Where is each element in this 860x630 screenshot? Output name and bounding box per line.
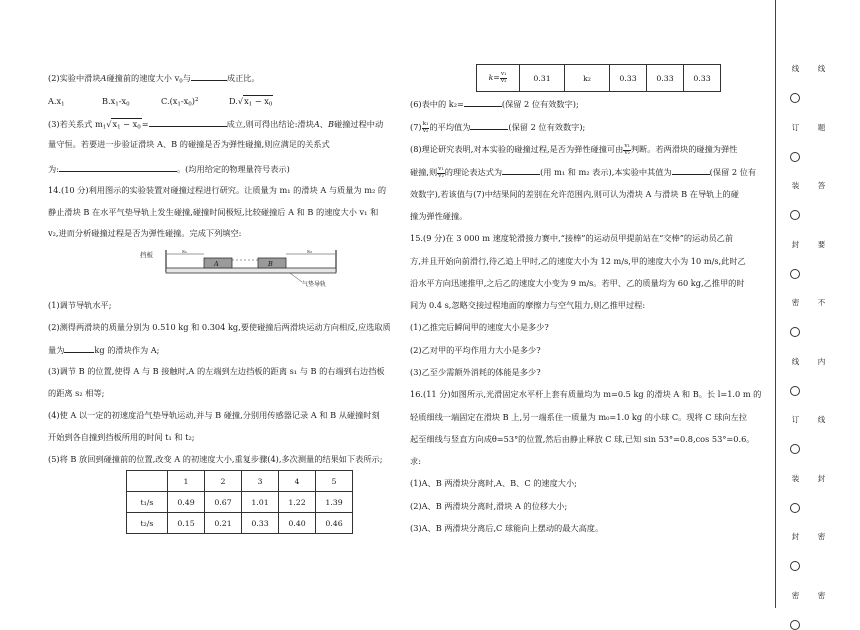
margin-circle-icon xyxy=(790,503,800,513)
answer-blank[interactable] xyxy=(470,121,508,130)
question-6: (6)表中的 k₂= (保留 2 位有效数字); xyxy=(410,99,579,109)
question-15-part-2: (2)乙对甲的平均作用力大小是多少? xyxy=(410,345,541,355)
step-1: (1)调节导轨水平; xyxy=(48,300,112,310)
margin-warning-text: 要 xyxy=(817,239,826,249)
answer-blank[interactable] xyxy=(149,118,227,127)
option-c[interactable]: $C.(x_1-x_0)^2$ xyxy=(161,96,199,108)
margin-mark-text: 订 xyxy=(791,122,800,132)
margin-mark-text: 密 xyxy=(791,298,800,307)
k-ratio-table xyxy=(476,64,721,92)
question-14-line-3: v₂,进而分析碰撞过程是否为弹性碰撞。完成下列填空: xyxy=(48,228,242,238)
margin-warning-text: 答 xyxy=(817,181,826,190)
margin-mark-text: 装 xyxy=(791,181,800,190)
margin-mark-text: 封 xyxy=(791,532,800,541)
step-5-line-1: (5)将 B 放回到碰撞前的位置,改变 A 的初速度大小,重复步骤(4),多次测量的结果如下表所示; xyxy=(48,454,383,464)
margin-warning-text: 线 xyxy=(817,64,826,73)
option-b[interactable]: $B.x_1-x_0$ xyxy=(102,96,130,108)
margin-warning-text: 内 xyxy=(817,356,826,366)
margin-warning-text: 题 xyxy=(817,122,826,132)
margin-mark-text: 密 xyxy=(791,590,800,600)
question-16-part-3: (3)A、B 两滑块分离后,C 球能向上摆动的最大高度。 xyxy=(410,523,604,533)
table-row: t₂/s 0.15 0.21 0.33 0.40 0.46 xyxy=(127,513,353,534)
table-row: t₁/s 0.49 0.67 1.01 1.22 1.39 xyxy=(127,492,353,513)
step-2-line-2: 量为 kg 的滑块作为 A; xyxy=(48,345,160,355)
baffle-label: 挡板 xyxy=(140,251,153,259)
s2-label: s₂ xyxy=(307,249,313,255)
margin-mark-text: 装 xyxy=(791,473,800,483)
answer-blank[interactable] xyxy=(672,166,710,175)
question-2-line: (2)实验中滑块A碰撞前的速度大小 $v_0$与 成正比。 xyxy=(48,73,260,85)
margin-circle-icon xyxy=(790,269,800,279)
question-15-part-1: (1)乙推完后瞬间甲的速度大小是多少? xyxy=(410,322,549,332)
answer-blank[interactable] xyxy=(191,72,227,81)
table-header-row: 1 2 3 4 5 xyxy=(127,471,353,492)
step-4-line-1: (4)使 A 以一定的初速度沿气垫导轨运动,并与 B 碰撞,分别用传感器记录 A 和 B 从碰撞时刻 xyxy=(48,410,380,420)
question-3-line-3: 为: 。(均用给定的物理量符号表示) xyxy=(48,164,290,174)
question-16-line-1: 16.(11 分)如图所示,光滑固定水平杆上套有质量均为 m=0.5 kg 的滑块 A 和 B。长 l=1.0 m 的 xyxy=(410,389,762,399)
binding-line xyxy=(775,0,776,608)
margin-circle-icon xyxy=(790,327,800,337)
option-d[interactable]: $D.√x_1 - x_0$ xyxy=(229,96,273,108)
answer-blank[interactable] xyxy=(59,163,177,172)
question-8-line-4: 撞为弹性碰撞。 xyxy=(410,211,468,221)
question-14-line-1: 14.(10 分)利用图示的实验装置对碰撞过程进行研究。让质量为 m₁ 的滑块 A 与质量为 m₂ 的 xyxy=(48,185,387,195)
question-16-line-2: 轻质细线一端固定在滑块 B 上,另一端系住一质量为 m₀=1.0 kg 的小球 C。现将 C 球向左拉 xyxy=(410,412,747,422)
margin-circle-icon xyxy=(790,386,800,396)
question-8-line-1: (8)理论研究表明,对本实验的碰撞过程,是否为弹性碰撞可由 $\frac{\text{v₁}}{\text{v₂}}$ 判断。若两滑块的碰撞为弹性 xyxy=(410,143,738,156)
margin-warning-text: 不 xyxy=(817,298,826,307)
step-4-line-2: 开始到各自撞到挡板所用的时间 t₁ 和 t₂; xyxy=(48,432,195,442)
answer-blank[interactable] xyxy=(64,344,94,353)
air-track-figure xyxy=(140,246,350,288)
time-measurement-table xyxy=(126,470,353,534)
question-15-line-2: 方,并且开始向前滑行,待乙追上甲时,乙的速度大小为 12 m/s,甲的速度大小为 10 m/s,此时乙 xyxy=(410,256,746,266)
question-14-line-2: 静止滑块 B 在水平气垫导轨上发生碰撞,碰撞时间极短,比较碰撞后 A 和 B 的速度大小 v₁ 和 xyxy=(48,207,379,217)
margin-mark-text: 线 xyxy=(791,356,800,366)
margin-circle-icon xyxy=(790,444,800,454)
margin-circle-icon xyxy=(790,93,800,103)
margin-circle-icon xyxy=(790,152,800,162)
step-3-line-1: (3)调节 B 的位置,使得 A 与 B 接触时,A 的左端到左边挡板的距离 s₁ 与 B 的右端到右边挡板 xyxy=(48,366,385,376)
margin-mark-text: 线 xyxy=(791,64,800,73)
question-15-line-1: 15.(9 分)在 3 000 m 速度轮滑接力赛中,“接棒”的运动员甲提前站在“交棒”的运动员乙前 xyxy=(410,233,734,243)
k-ratio-label: k= $\frac{\text{v₁}}{\text{v₂}}$ xyxy=(477,65,520,92)
option-a[interactable]: $A.x_1$ xyxy=(48,96,65,108)
question-15-line-3: 沿水平方向迅速推甲,之后乙的速度大小变为 9 m/s。若甲、乙的质量均为 60 kg,乙推甲的时 xyxy=(410,278,745,288)
margin-mark-text: 封 xyxy=(791,239,800,249)
margin-circle-icon xyxy=(790,561,800,571)
table-row: k= $\frac{\text{v₁}}{\text{v₂}}$ 0.31 k₂ 0.33 0.33 0.33 xyxy=(477,65,721,92)
question-3-line-1: (3)若关系式 $m_1√x_1 - x_0=$ 成立,则可得出结论:滑块A、B碰撞过程中动 xyxy=(48,119,384,131)
margin-warning-text: 密 xyxy=(817,590,826,600)
margin-warning-text: 线 xyxy=(817,415,826,424)
margin-circle-icon xyxy=(790,210,800,220)
question-16-line-3: 起至细线与竖直方向成θ=53°的位置,然后由静止释放 C 球,已知 sin 53°=0.8,cos 53°=0.6。 xyxy=(410,434,755,444)
answer-blank[interactable] xyxy=(464,98,502,107)
question-16-part-2: (2)A、B 两滑块分离时,滑块 A 的位移大小; xyxy=(410,501,568,511)
margin-warning-text: 密 xyxy=(817,532,826,541)
margin-mark-text: 订 xyxy=(791,415,800,424)
air-track-label: 气垫导轨 xyxy=(302,281,327,288)
question-8-line-3: 效数字),若该值与(7)中结果间的差别在允许范围内,则可认为滑块 A 与滑块 B 在导轨上的碰 xyxy=(410,189,739,199)
question-7: (7) $\frac{\text{k₁}}{\text{v₂}}$ 的平均值为 (保留 2 位有效数字); xyxy=(410,120,586,134)
step-2-line-1: (2)测得两滑块的质量分别为 0.510 kg 和 0.304 kg,要使碰撞后两滑块运动方向相反,应选取质 xyxy=(48,322,391,332)
question-15-part-3: (3)乙至少需额外消耗的体能是多少? xyxy=(410,367,541,377)
answer-blank[interactable] xyxy=(502,166,540,175)
slider-b-label: B xyxy=(268,260,273,268)
question-16-part-1: (1)A、B 两滑块分离时,A、B、C 的速度大小; xyxy=(410,478,577,488)
step-3-line-2: 的距离 s₂ 相等; xyxy=(48,388,105,398)
slider-a-label: A xyxy=(214,260,219,268)
question-3-line-2: 量守恒。若要进一步验证滑块 A、B 的碰撞是否为弹性碰撞,则应满足的关系式 xyxy=(48,139,330,149)
margin-circle-icon xyxy=(790,620,800,630)
question-16-line-4: 求: xyxy=(410,456,421,466)
margin-warning-text: 封 xyxy=(817,473,826,483)
question-8-line-2: 碰撞,则 $\frac{\text{v₁}}{\text{v₂}}$ 的理论表达式为 (用 m₁ 和 m₂ 表示),本实验中其值为 (保留 2 位有 xyxy=(410,165,757,179)
question-15-line-4: 间为 0.4 s,忽略交接过程地面的摩擦力与空气阻力,则乙推甲过程: xyxy=(410,300,646,310)
s1-label: s₁ xyxy=(182,249,188,255)
